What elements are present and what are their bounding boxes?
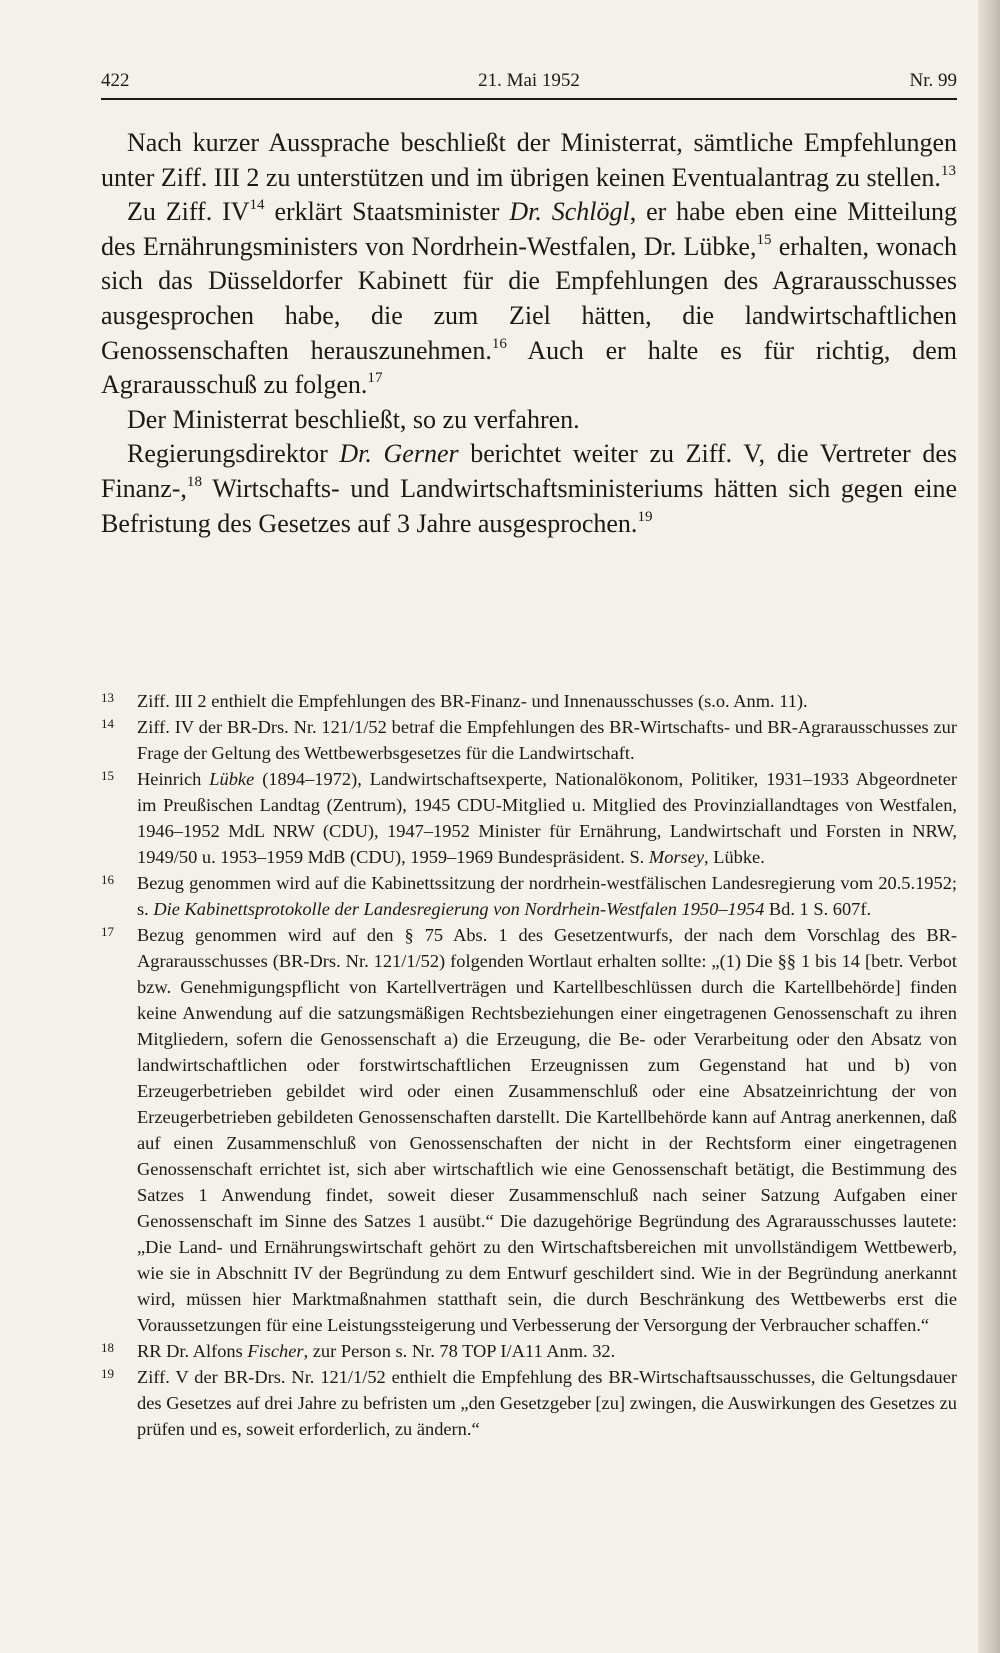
- footnote-14: [101, 714, 957, 766]
- footnote-text-a: Heinrich: [137, 769, 210, 789]
- paragraph-4: [101, 437, 957, 541]
- p4-part-a: Regierungsdirektor: [127, 439, 340, 469]
- footnote-ref-15: 15: [756, 231, 772, 248]
- footnote-text: Ziff. V der BR-Drs. Nr. 121/1/52 enthielt die Empfehlung des BR-Wirtschaftsausschusses, die Geltungsdauer des Gesetzes auf drei Jahre zu befristen um „den Gesetzgeber [zu] zwingen, die Auswirkungen des Gesetzes zu prüfen und es, soweit erforderlich, zu ändern.“: [137, 1367, 957, 1439]
- footnote-17: [101, 922, 957, 1338]
- footnote-number: 13: [101, 690, 114, 705]
- footnote-number: 14: [101, 716, 114, 731]
- footnote-number: 17: [101, 924, 114, 939]
- footnote-text-b: Bd. 1 S. 607f.: [764, 899, 872, 919]
- footnote-13: [101, 688, 957, 714]
- p2-part-c: , er habe eben eine Mitteilung des Ernährungsministers von Nordrhein-Westfalen, Dr. Lübke,: [101, 197, 957, 261]
- footnote-text: Ziff. III 2 enthielt die Empfehlungen des BR-Finanz- und Innenausschusses (s.o. Anm. 11).: [137, 691, 808, 711]
- footnote-ref-17: 17: [367, 370, 383, 387]
- footnote-ref-18: 18: [186, 474, 202, 491]
- footnote-text: Bezug genommen wird auf den § 75 Abs. 1 des Gesetzentwurfs, der nach dem Vorschlag des BR-Agrarausschusses (BR-Drs. Nr. 121/1/52) folgenden Wortlaut erhalten sollte: „(1) Die §§ 1 bis 14 [betr. Verbot bzw. Genehmigungspflicht von Kartellverträgen und Kartellbeschlüssen durch die Kartellbehörde] finden keine Anwendung auf die satzungsmäßigen Rechtsbeziehungen einer eingetragenen Genossenschaft zu ihren Mitgliedern, sofern die Genossenschaft a) die Erzeugung, die Be- oder Verarbeitung oder den Absatz von landwirtschaftlichen oder forstwirtschaftlichen Erzeugnissen zum Gegenstand hat und b) von Erzeugerbetrieben gebildet wird oder einen Zusammenschluß oder eine Absatzeinrichtung der von Erzeugerbetrieben gebildeten Genossenschaften darstellt. Die Kartellbehörde kann auf Antrag anerkennen, daß auf einen Zusammenschluß von Genossenschaften der nicht in der Rechtsform einer eingetragenen Genossenschaft errichtet ist, sich aber wirtschaftlich wie eine Genossenschaft betätigt, die Bestimmung des Satzes 1 Anwendung findet, soweit dieser Zusammenschluß nach seiner Satzung Aufgaben einer Genossenschaft im Sinne des Satzes 1 ausübt.“ Die dazugehörige Begründung des Agrarausschusses lautete: „Die Land- und Ernährungswirtschaft gehört zu den Wirtschaftsbereichen mit unvollständigem Wettbewerb, wie sie in Abschnitt IV der Begründung zu dem Entwurf geschildert sind. Wie in der Begründung anerkannt wird, müssen hier Marktmaßnahmen statthaft sein, die durch Beschränkung des Wettbewerbs erst die Voraussetzungen für eine Leistungssteigerung und Verbesserung der Versorgung der Verbraucher schaffen.“: [137, 925, 957, 1335]
- p2-part-b: erklärt Staatsminister: [264, 197, 510, 227]
- person-name-schloegl: Dr. Schlögl: [509, 197, 630, 227]
- paragraph-1-text: Nach kurzer Aussprache beschließt der Ministerrat, sämtliche Empfehlungen unter Ziff. III 2 zu unterstützen und im übrigen keinen Eventualantrag zu stellen.: [101, 128, 957, 192]
- footnote-ref-16: 16: [491, 335, 507, 352]
- footnote-number: 15: [101, 768, 114, 783]
- person-name-gerner: Dr. Gerner: [339, 439, 459, 469]
- footnote-19: [101, 1364, 957, 1442]
- issue-number: Nr. 99: [909, 70, 957, 91]
- running-header: [101, 62, 957, 100]
- footnote-text-a: RR Dr. Alfons: [137, 1341, 248, 1361]
- p4-part-c: Wirtschafts- und Landwirtschaftsministeriums hätten sich gegen eine Befristung des Gesetzes auf 3 Jahre ausgesprochen.: [101, 473, 957, 538]
- page-spine-shadow: [978, 0, 1000, 1653]
- footnote-15: [101, 766, 957, 870]
- paragraph-1: [101, 126, 957, 195]
- p2-part-d: erhalten, wonach sich das Düsseldorfer Kabinett für die Empfehlungen des Agrarausschusses ausgesprochen habe, die zum Ziel hätten, die landwirtschaftlichen Genossenschaften herauszunehmen.: [101, 231, 957, 365]
- p2-part-a: Zu Ziff. IV: [127, 197, 250, 227]
- footnote-ref-13: 13: [940, 162, 956, 179]
- main-text: [101, 126, 957, 541]
- paragraph-2: [101, 195, 957, 403]
- header-date: 21. Mai 1952: [478, 70, 580, 91]
- paragraph-3-text: Der Ministerrat beschließt, so zu verfahren.: [127, 404, 580, 434]
- page-number: 422: [101, 70, 130, 91]
- footnote-text-b: (1894–1972), Landwirtschaftsexperte, Nationalökonom, Politiker, 1931–1933 Abgeordneter im Preußischen Landtag (Zentrum), 1945 CDU-Mitglied u. Mitglied des Provinziallandtages von Westfalen, 1946–1952 MdL NRW (CDU), 1947–1952 Minister für Ernährung, Landwirtschaft und Forsten in NRW, 1949/50 u. 1953–1959 MdB (CDU), 1959–1969 Bundespräsident. S.: [137, 769, 957, 867]
- footnote-number: 19: [101, 1366, 114, 1381]
- p4-part-b: berichtet weiter zu Ziff. V, die Vertreter des Finanz-,: [101, 439, 957, 503]
- footnote-number: 18: [101, 1340, 114, 1355]
- footnote-18: [101, 1338, 957, 1364]
- footnote-number: 16: [101, 872, 114, 887]
- footnote-text-a: Bezug genommen wird auf die Kabinettssitzung der nordrhein-westfälischen Landesregierung vom 20.5.1952; s.: [137, 873, 957, 919]
- footnote-text-c: , Lübke.: [704, 847, 765, 867]
- footnote-text-b: , zur Person s. Nr. 78 TOP I/A11 Anm. 32.: [303, 1341, 616, 1361]
- person-name-luebke: Lübke: [209, 769, 255, 789]
- footnote-ref-14: 14: [249, 197, 265, 214]
- footnote-16: [101, 870, 957, 922]
- paragraph-3: [101, 403, 957, 438]
- footnotes: [101, 688, 957, 1442]
- publication-title: Die Kabinettsprotokolle der Landesregierung von Nordrhein-Westfalen 1950–1954: [153, 899, 765, 919]
- footnote-text: Ziff. IV der BR-Drs. Nr. 121/1/52 betraf die Empfehlungen des BR-Wirtschafts- und BR-Agrarausschusses zur Frage der Geltung des Wettbewerbsgesetzes für die Landwirtschaft.: [137, 717, 957, 763]
- footnote-ref-19: 19: [637, 508, 653, 525]
- p2-part-e: Auch er halte es für richtig, dem Agrarausschuß zu folgen.: [101, 335, 957, 400]
- person-name-fischer: Fischer: [247, 1341, 304, 1361]
- reference-author-morsey: Morsey: [648, 847, 705, 867]
